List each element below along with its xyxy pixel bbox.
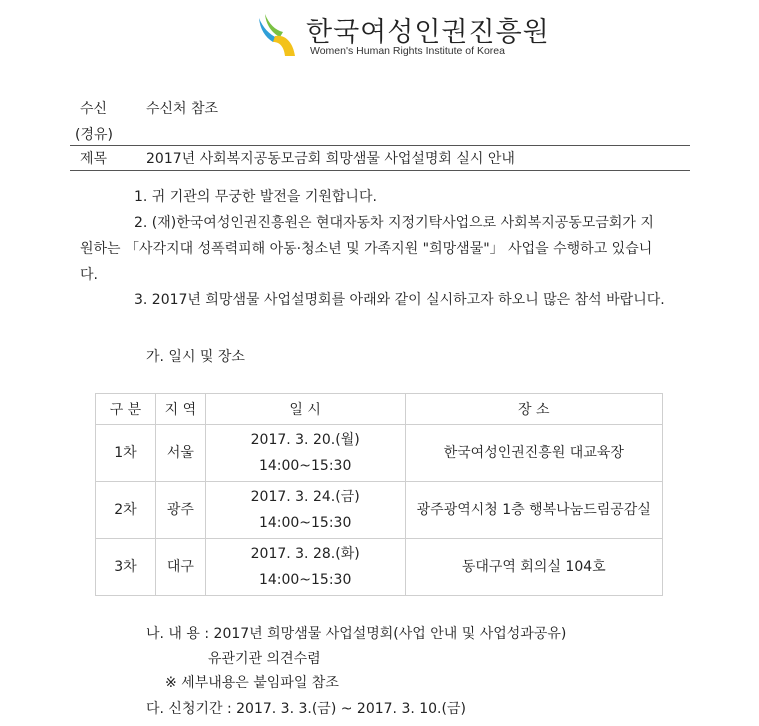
divider xyxy=(70,145,690,146)
cell-time: 14:00~15:30 xyxy=(258,572,352,588)
org-logo-icon xyxy=(255,12,301,58)
cell-datetime xyxy=(205,539,405,596)
section-a-title: 가. 일시 및 장소 xyxy=(146,349,245,365)
cell-time: 14:00~15:30 xyxy=(258,515,352,531)
section-b-note: ※ 세부내용은 붙임파일 참조 xyxy=(165,675,339,691)
paragraph-1: 1. 귀 기관의 무궁한 발전을 기원합니다. xyxy=(134,189,377,205)
cell-round: 3차 xyxy=(96,539,156,596)
schedule-table xyxy=(95,393,663,596)
divider xyxy=(70,170,690,171)
cell-datetime xyxy=(205,425,405,482)
header-round: 구 분 xyxy=(96,394,156,425)
recipient-value: 수신처 참조 xyxy=(146,101,219,117)
cell-place: 동대구역 회의실 104호 xyxy=(405,539,662,596)
header-datetime: 일 시 xyxy=(205,394,405,425)
paragraph-2-line-3: 다. xyxy=(80,267,98,283)
header-place: 장 소 xyxy=(405,394,662,425)
table-row xyxy=(96,425,663,482)
cell-datetime xyxy=(205,482,405,539)
org-name: 한국여성인권진흥원 xyxy=(306,17,550,48)
cell-region: 광주 xyxy=(155,482,205,539)
header-region: 지 역 xyxy=(155,394,205,425)
via-label: (경유) xyxy=(75,127,113,143)
cell-round: 1차 xyxy=(96,425,156,482)
subject-value: 2017년 사회복지공동모금회 희망샘물 사업설명회 실시 안내 xyxy=(146,151,515,167)
cell-place: 한국여성인권진흥원 대교육장 xyxy=(405,425,662,482)
cell-date: 2017. 3. 28.(화) xyxy=(250,546,360,562)
paragraph-2-line-1: 2. (재)한국여성인권진흥원은 현대자동차 지정기탁사업으로 사회복지공동모금회가 지 xyxy=(134,215,654,231)
cell-place: 광주광역시청 1층 행복나눔드림공감실 xyxy=(405,482,662,539)
subject-label: 제목 xyxy=(80,151,108,167)
table-row xyxy=(96,482,663,539)
org-name-en: Women's Human Rights Institute of Korea xyxy=(310,45,505,57)
cell-date: 2017. 3. 24.(금) xyxy=(250,489,360,505)
section-c-line-1: 다. 신청기간 : 2017. 3. 3.(금) ~ 2017. 3. 10.(금) xyxy=(146,701,466,717)
section-b-line-2: 유관기관 의견수렴 xyxy=(208,651,321,667)
table-row xyxy=(96,539,663,596)
cell-time: 14:00~15:30 xyxy=(258,458,352,474)
section-b-line-1: 나. 내 용 : 2017년 희망샘물 사업설명회(사업 안내 및 사업성과공유) xyxy=(146,626,567,642)
cell-region: 대구 xyxy=(155,539,205,596)
table-header-row xyxy=(96,394,663,425)
cell-round: 2차 xyxy=(96,482,156,539)
recipient-label: 수신 xyxy=(80,101,108,117)
cell-region: 서울 xyxy=(155,425,205,482)
cell-date: 2017. 3. 20.(월) xyxy=(250,432,360,448)
paragraph-2-line-2: 원하는 「사각지대 성폭력피해 아동·청소년 및 가족지원 "희망샘물"」 사업을 수행하고 있습니 xyxy=(80,241,653,257)
paragraph-3: 3. 2017년 희망샘물 사업설명회를 아래와 같이 실시하고자 하오니 많은 참석 바랍니다. xyxy=(134,292,665,308)
